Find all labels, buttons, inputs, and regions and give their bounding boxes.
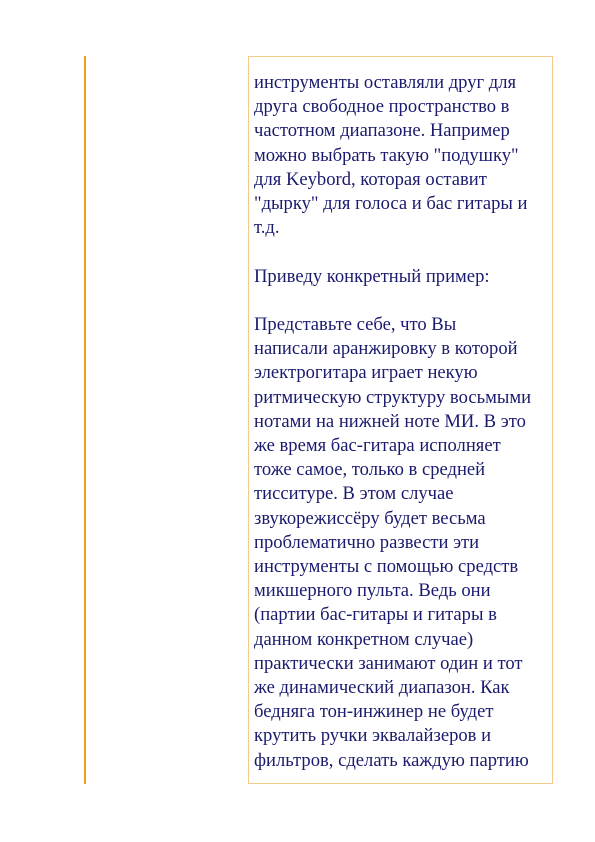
text-line: "дырку" для голоса и бас гитары и — [254, 193, 528, 215]
text-line: фильтров, сделать каждую партию — [254, 749, 529, 771]
text-line: (партии бас-гитары и гитары в — [254, 604, 497, 626]
text-line: нотами на нижней ноте МИ. В это — [254, 410, 526, 432]
text-line: бедняга тон-инжинер не будет — [254, 701, 494, 723]
text-line: Представьте себе, что Вы — [254, 314, 457, 335]
text-line: инструменты оставляли друг для — [254, 72, 517, 93]
paragraph-gap — [254, 240, 546, 264]
text-line: тисситуре. В этом случае — [254, 483, 454, 505]
text-line: электрогитара играет некую — [254, 362, 478, 384]
paragraph-example-body — [254, 313, 546, 773]
text-line: написали аранжировку в которой — [254, 338, 518, 360]
text-line: частотном диапазоне. Например — [254, 120, 510, 142]
text-line: данном конкретном случае) — [254, 628, 474, 650]
text-line: микшерного пульта. Ведь они — [254, 580, 491, 602]
text-line: практически занимают один и тот — [254, 652, 523, 674]
text-line: ритмическую структуру восьмыми — [254, 386, 532, 408]
text-line: Приведу конкретный пример: — [254, 265, 490, 287]
text-frame — [248, 56, 553, 784]
text-line: для Keybord, которая оставит — [254, 168, 487, 190]
text-line: т.д. — [254, 217, 280, 239]
paragraph-example-heading — [254, 265, 546, 289]
text-line: крутить ручки эквалайзеров и — [254, 725, 492, 747]
text-line: же время бас-гитара исполняет — [254, 435, 501, 457]
text-line: можно выбрать такую "подушку" — [254, 144, 519, 166]
paragraph-gap — [254, 289, 546, 313]
text-line: инструменты с помощью средств — [254, 556, 519, 578]
paragraph-intro — [254, 71, 546, 240]
text-line: проблематично развести эти — [254, 531, 480, 553]
text-line: же динамический диапазон. Как — [254, 677, 510, 699]
left-margin-rule — [84, 56, 86, 784]
text-line: друга свободное пространство в — [254, 96, 510, 118]
text-line: тоже самое, только в средней — [254, 459, 486, 481]
text-line: звукорежиссёру будет весьма — [254, 507, 486, 529]
